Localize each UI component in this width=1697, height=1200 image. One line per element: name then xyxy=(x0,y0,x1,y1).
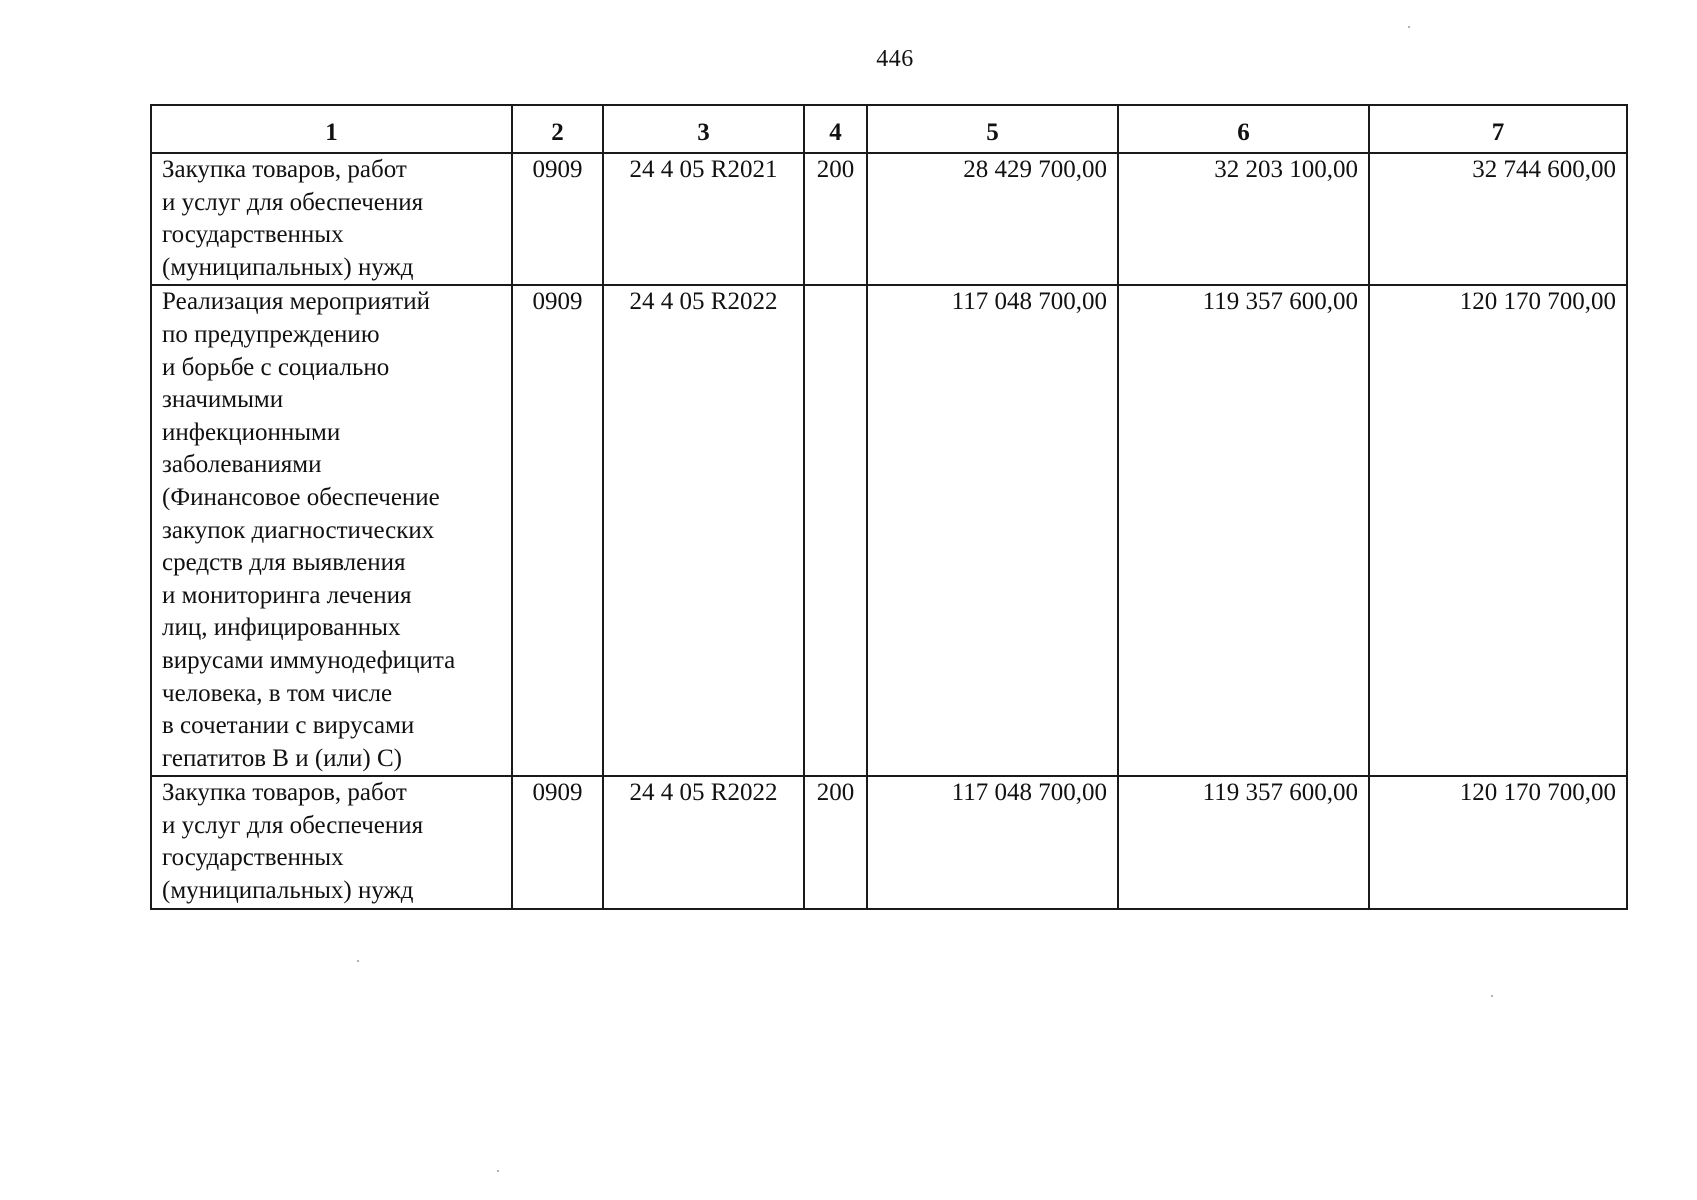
row-expense: 200 xyxy=(804,776,867,908)
row-amount-2: 119 357 600,00 xyxy=(1118,285,1369,776)
row-section: 0909 xyxy=(512,285,603,776)
row-name: Закупка товаров, работ и услуг для обеспечения государственных (муниципальных) нужд xyxy=(151,776,512,908)
header-row xyxy=(151,105,1627,153)
row-section: 0909 xyxy=(512,153,603,285)
row-amount-3: 120 170 700,00 xyxy=(1369,776,1627,908)
scan-speck xyxy=(1408,26,1410,28)
scan-speck xyxy=(1491,995,1493,997)
row-amount-2: 32 203 100,00 xyxy=(1118,153,1369,285)
page-number: 446 xyxy=(876,46,914,72)
table-row xyxy=(151,776,1627,908)
row-amount-1: 28 429 700,00 xyxy=(867,153,1118,285)
row-expense xyxy=(804,285,867,776)
row-amount-2: 119 357 600,00 xyxy=(1118,776,1369,908)
row-amount-1: 117 048 700,00 xyxy=(867,285,1118,776)
row-amount-3: 32 744 600,00 xyxy=(1369,153,1627,285)
col-header-amount-1: 5 xyxy=(867,105,1118,153)
col-header-target: 3 xyxy=(603,105,804,153)
col-header-amount-2: 6 xyxy=(1118,105,1369,153)
row-name: Реализация мероприятий по предупреждению и борьбе с социально значимыми инфекционными заболеваниями (Финансовое обеспечение закупок диагностических средств для выявления и мониторинга лечения лиц, инфицированных вирусами иммунодефицита человека, в том числе в сочетании с вирусами гепатитов B и (или) C) xyxy=(151,285,512,776)
scan-speck xyxy=(497,1170,499,1172)
table-row xyxy=(151,153,1627,285)
row-amount-3: 120 170 700,00 xyxy=(1369,285,1627,776)
row-name: Закупка товаров, работ и услуг для обеспечения государственных (муниципальных) нужд xyxy=(151,153,512,285)
row-expense: 200 xyxy=(804,153,867,285)
row-section: 0909 xyxy=(512,776,603,908)
col-header-expense: 4 xyxy=(804,105,867,153)
row-amount-1: 117 048 700,00 xyxy=(867,776,1118,908)
row-target: 24 4 05 R2021 xyxy=(603,153,804,285)
scan-speck xyxy=(357,960,359,962)
table-row xyxy=(151,285,1627,776)
row-target: 24 4 05 R2022 xyxy=(603,285,804,776)
col-header-name: 1 xyxy=(151,105,512,153)
col-header-section: 2 xyxy=(512,105,603,153)
row-target: 24 4 05 R2022 xyxy=(603,776,804,908)
budget-table xyxy=(150,104,1628,910)
col-header-amount-3: 7 xyxy=(1369,105,1627,153)
